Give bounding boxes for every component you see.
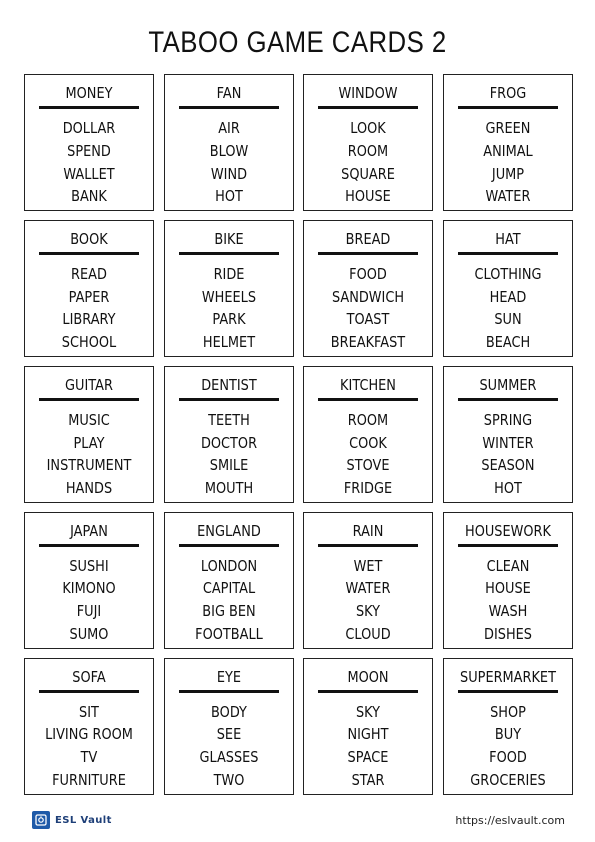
taboo-card — [164, 658, 294, 795]
taboo-word: WATER — [345, 579, 391, 598]
taboo-word: HOT — [214, 187, 243, 206]
taboo-word: NIGHT — [347, 725, 389, 744]
taboo-word: CLOUD — [345, 625, 392, 644]
card-divider — [318, 398, 418, 401]
card-keyword: SOFA — [72, 667, 106, 686]
taboo-card — [443, 512, 573, 649]
taboo-word-list — [25, 263, 153, 354]
taboo-card — [24, 220, 154, 357]
taboo-word: SEE — [216, 725, 241, 744]
taboo-card — [24, 512, 154, 649]
taboo-word: SMILE — [209, 456, 248, 475]
card-keyword: DENTIST — [200, 375, 257, 394]
brand-name: ESL Vault — [55, 814, 112, 826]
taboo-word: HEAD — [489, 287, 527, 306]
taboo-word: BEACH — [485, 333, 531, 352]
card-divider — [318, 544, 418, 547]
card-divider — [39, 398, 139, 401]
card-divider — [458, 690, 558, 693]
card-grid — [24, 74, 573, 795]
taboo-word-list — [444, 263, 572, 354]
taboo-word-list — [25, 701, 153, 792]
taboo-card — [443, 220, 573, 357]
card-keyword: EYE — [216, 667, 241, 686]
brand-logo — [32, 810, 112, 830]
taboo-word-list — [444, 555, 572, 646]
taboo-word: SUN — [494, 310, 522, 329]
taboo-word: WATER — [485, 187, 531, 206]
taboo-word: SIT — [79, 702, 99, 721]
card-keyword: FROG — [489, 84, 527, 102]
taboo-word-list — [304, 263, 432, 354]
taboo-card — [443, 366, 573, 503]
taboo-card — [443, 74, 573, 211]
taboo-card — [303, 658, 433, 795]
taboo-word: GROCERIES — [470, 770, 546, 789]
card-divider — [458, 106, 558, 109]
card-keyword: BREAD — [346, 229, 391, 248]
taboo-word: DOCTOR — [200, 433, 257, 452]
card-divider — [39, 690, 139, 693]
card-divider — [179, 544, 279, 547]
taboo-word: FOOTBALL — [194, 625, 263, 644]
taboo-card — [24, 366, 154, 503]
card-divider — [179, 252, 279, 255]
taboo-word: CLEAN — [486, 556, 530, 575]
taboo-word-list — [444, 409, 572, 500]
taboo-word: HELMET — [202, 333, 255, 352]
card-keyword: MONEY — [65, 84, 113, 102]
taboo-word: SPEND — [67, 141, 111, 160]
taboo-word-list — [165, 117, 293, 208]
taboo-word: SHOP — [490, 702, 526, 721]
taboo-word: HOT — [494, 479, 522, 498]
taboo-word-list — [165, 409, 293, 500]
taboo-word: BODY — [210, 702, 247, 721]
card-divider — [179, 398, 279, 401]
card-keyword: BIKE — [214, 229, 244, 248]
taboo-word: KIMONO — [62, 579, 116, 598]
taboo-word: BREAKFAST — [331, 333, 406, 352]
taboo-word: LIVING ROOM — [45, 725, 133, 744]
taboo-word: ANIMAL — [483, 141, 533, 160]
taboo-card — [164, 366, 294, 503]
card-keyword: HOUSEWORK — [465, 521, 552, 540]
taboo-word: LONDON — [200, 556, 257, 575]
taboo-word: READ — [71, 264, 107, 283]
taboo-card — [164, 74, 294, 211]
taboo-word: SANDWICH — [332, 287, 405, 306]
taboo-word: DISHES — [484, 625, 533, 644]
taboo-word: CLOTHING — [474, 264, 542, 283]
taboo-word-list — [304, 555, 432, 646]
taboo-word-list — [304, 409, 432, 500]
card-keyword: WINDOW — [338, 84, 398, 102]
taboo-word: HOUSE — [485, 579, 531, 598]
taboo-word: TWO — [213, 770, 245, 789]
taboo-word-list — [444, 701, 572, 792]
taboo-word-list — [304, 701, 432, 792]
taboo-word-list — [25, 117, 153, 208]
taboo-word: WET — [353, 556, 383, 575]
taboo-word: COOK — [349, 433, 388, 452]
card-keyword: KITCHEN — [340, 375, 397, 394]
taboo-word: BLOW — [209, 141, 248, 160]
card-keyword: HAT — [495, 229, 521, 248]
taboo-word: FUJI — [76, 602, 102, 621]
card-keyword: SUPERMARKET — [460, 667, 557, 686]
taboo-word: TEETH — [207, 410, 250, 429]
card-divider — [39, 106, 139, 109]
taboo-word-list — [444, 117, 572, 208]
taboo-word: MOUTH — [204, 479, 253, 498]
taboo-word: GLASSES — [199, 748, 259, 767]
taboo-word: STOVE — [346, 456, 390, 475]
taboo-word: FRIDGE — [344, 479, 393, 498]
taboo-word-list — [165, 555, 293, 646]
taboo-word: INSTRUMENT — [46, 456, 132, 475]
taboo-word: HOUSE — [345, 187, 392, 206]
taboo-card — [303, 220, 433, 357]
taboo-word: TV — [80, 748, 98, 767]
taboo-card — [164, 512, 294, 649]
taboo-word: RIDE — [213, 264, 245, 283]
taboo-word: PARK — [212, 310, 246, 329]
card-divider — [458, 252, 558, 255]
card-keyword: MOON — [347, 667, 389, 686]
card-keyword: ENGLAND — [196, 521, 261, 540]
taboo-word: BUY — [494, 725, 522, 744]
taboo-word: TOAST — [347, 310, 390, 329]
taboo-word-list — [165, 263, 293, 354]
taboo-word: AIR — [217, 119, 240, 137]
taboo-word: WHEELS — [201, 287, 256, 306]
card-keyword: BOOK — [70, 229, 108, 248]
card-divider — [39, 544, 139, 547]
vault-icon — [32, 811, 50, 829]
taboo-word: FOOD — [489, 748, 527, 767]
taboo-word: PLAY — [73, 433, 105, 452]
taboo-word: WALLET — [63, 164, 115, 183]
taboo-card — [303, 512, 433, 649]
taboo-word-list — [25, 409, 153, 500]
taboo-word: SEASON — [481, 456, 535, 475]
taboo-word: FOOD — [349, 264, 388, 283]
taboo-word: LOOK — [350, 119, 387, 137]
taboo-word: LIBRARY — [62, 310, 116, 329]
card-keyword: FAN — [216, 84, 242, 102]
taboo-word: ROOM — [348, 410, 389, 429]
card-divider — [318, 106, 418, 109]
taboo-word: SUMO — [69, 625, 109, 644]
taboo-word-list — [304, 117, 432, 208]
taboo-word: PAPER — [68, 287, 110, 306]
card-keyword: RAIN — [353, 521, 384, 540]
taboo-word: WASH — [488, 602, 528, 621]
taboo-word: BANK — [71, 187, 107, 206]
card-divider — [179, 106, 279, 109]
card-divider — [458, 398, 558, 401]
taboo-word: SUSHI — [69, 556, 109, 575]
taboo-word: MUSIC — [68, 410, 110, 429]
card-divider — [318, 252, 418, 255]
card-divider — [458, 544, 558, 547]
card-divider — [318, 690, 418, 693]
card-divider — [39, 252, 139, 255]
page-title: TABOO GAME CARDS 2 — [148, 26, 447, 59]
taboo-word: SKY — [356, 702, 381, 721]
taboo-word-list — [165, 701, 293, 792]
footer-url[interactable]: https://eslvault.com — [455, 814, 565, 827]
taboo-word: JUMP — [491, 164, 525, 183]
taboo-card — [303, 74, 433, 211]
taboo-word: SKY — [356, 602, 381, 621]
taboo-word: FURNITURE — [52, 770, 126, 789]
card-keyword: SUMMER — [479, 375, 537, 394]
taboo-word: STAR — [351, 770, 385, 789]
taboo-card — [24, 74, 154, 211]
taboo-card — [24, 658, 154, 795]
taboo-word: SCHOOL — [61, 333, 117, 352]
taboo-word: WIND — [210, 164, 247, 183]
taboo-word: DOLLAR — [62, 119, 116, 137]
taboo-card — [443, 658, 573, 795]
taboo-word: BIG BEN — [201, 602, 256, 621]
taboo-word: HANDS — [65, 479, 113, 498]
taboo-word: WINTER — [482, 433, 534, 452]
taboo-word: SQUARE — [341, 164, 396, 183]
taboo-word: ROOM — [348, 141, 389, 160]
card-divider — [179, 690, 279, 693]
taboo-word: SPACE — [347, 748, 389, 767]
card-keyword: GUITAR — [65, 375, 113, 394]
taboo-word: GREEN — [485, 119, 531, 137]
taboo-card — [303, 366, 433, 503]
taboo-word: SPRING — [483, 410, 533, 429]
taboo-word: CAPITAL — [202, 579, 255, 598]
taboo-word-list — [25, 555, 153, 646]
taboo-card — [164, 220, 294, 357]
card-keyword: JAPAN — [70, 521, 108, 540]
